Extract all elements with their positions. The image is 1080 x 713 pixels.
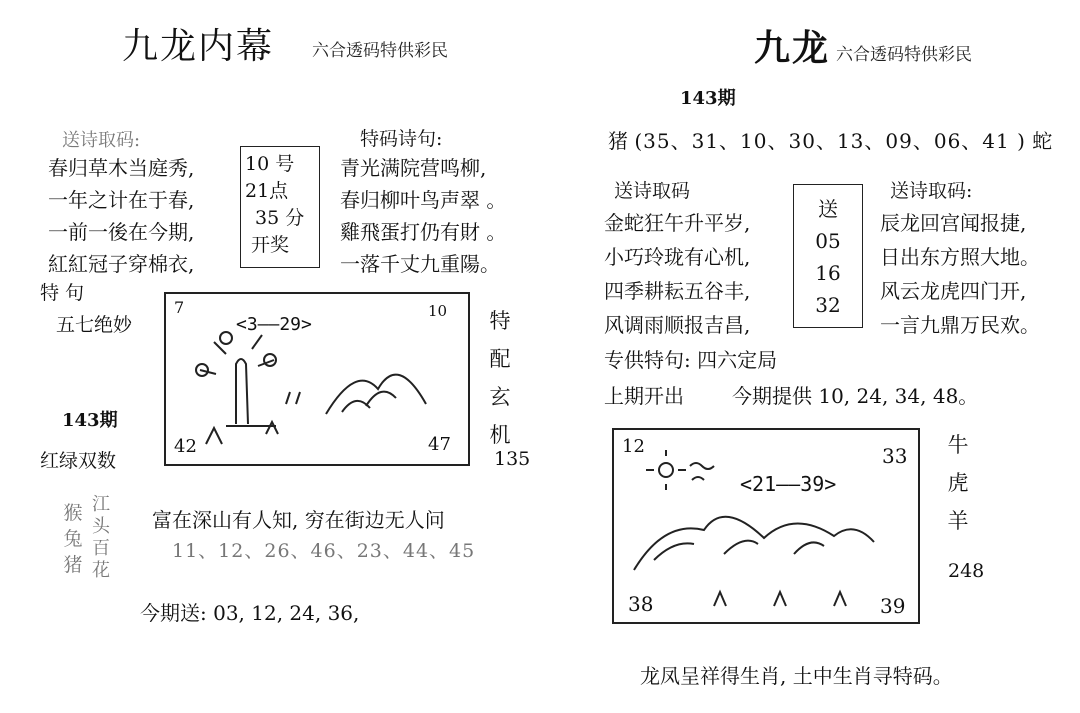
pig-suffix: 蛇 (1032, 129, 1053, 153)
left-sketch-top-left: 7 (174, 298, 185, 317)
right-footer: 龙凤呈祥得生肖, 土中生肖寻特码。 (640, 664, 953, 688)
poem-line: 小巧玲珑有心机, (604, 245, 751, 269)
vertical-char: 机 (489, 423, 511, 447)
left-issue: 143期 (62, 410, 118, 431)
right-poem-right (880, 206, 1040, 342)
poem-line: 春归柳叶鸟声翠 。 (340, 188, 507, 212)
poem-line: 金蛇狂午升平岁, (604, 211, 751, 235)
poem-line: 一年之计在于春, (48, 188, 195, 212)
poem-line: 雞飛蛋打仍有財 。 (340, 220, 507, 244)
send-box-line: 送 (818, 197, 838, 221)
right-side-number: 248 (948, 560, 985, 582)
left-sketch-box (164, 292, 470, 466)
vertical-char: 配 (489, 347, 511, 371)
pig-prefix: 猪 (608, 129, 628, 153)
poem-line: 一落千丈九重陽。 (340, 252, 500, 276)
vertical-char: 玄 (489, 385, 511, 409)
draw-box-line: 21点 (245, 180, 289, 202)
left-poem-left (48, 152, 194, 280)
left-saying: 富在深山有人知, 穷在街边无人问 (152, 508, 445, 532)
right-send-box (793, 184, 863, 328)
left-animals-col2: 江 头 百 花 (92, 494, 110, 581)
right-special-line: 专供特句: 四六定局 (604, 348, 778, 372)
right-sketch-top-right: 33 (882, 444, 908, 468)
poem-line: 风云龙虎四门开, (880, 279, 1027, 303)
left-draw-time-box (240, 146, 320, 268)
right-last-issue-label: 上期开出 (604, 384, 684, 408)
vertical-char: 特 (489, 309, 511, 333)
left-title: 九龙内幕 (122, 26, 275, 67)
right-issue: 143期 (680, 88, 736, 109)
left-numbers-line: 11、12、26、46、23、44、45 (172, 540, 476, 562)
send-box-line: 05 (815, 229, 841, 253)
right-sketch-bottom-right: 39 (880, 594, 906, 618)
left-today-send: 今期送: 03, 12, 24, 36, (140, 601, 360, 625)
left-poem-right (340, 152, 506, 280)
right-subtitle: 六合透码特供彩民 (836, 45, 972, 65)
right-side-vertical (946, 426, 970, 540)
right-poem-label-left: 送诗取码 (614, 180, 691, 202)
poem-line: 青光满院营鸣柳, (340, 156, 487, 180)
poem-line: 四季耕耘五谷丰, (604, 279, 751, 303)
poem-line: 风调雨顺报吉昌, (604, 313, 751, 337)
poem-line: 春归草木当庭秀, (48, 156, 195, 180)
left-special-poem-label: 特码诗句: (360, 128, 443, 150)
poem-line: 辰龙回宫闻报捷, (880, 211, 1027, 235)
right-sketch-drawing (614, 430, 918, 622)
vertical-char: 牛 (947, 433, 969, 457)
left-special-phrase: 五七绝妙 (56, 314, 133, 336)
right-sketch-top-left: 12 (622, 436, 645, 457)
right-today-provide: 今期提供 10, 24, 34, 48。 (732, 384, 979, 408)
left-subtitle: 六合透码特供彩民 (312, 41, 448, 61)
vertical-char: 羊 (947, 509, 969, 533)
left-sketch-top-right: 10 (428, 302, 448, 320)
poem-line: 一前一後在今期, (48, 220, 195, 244)
right-sketch-box (612, 428, 920, 624)
right-title: 九龙 (754, 27, 831, 69)
left-color-hint: 红绿双数 (40, 450, 117, 472)
left-sketch-bottom-left: 42 (174, 436, 197, 457)
vertical-char: 虎 (947, 471, 969, 495)
send-box-line: 16 (815, 261, 841, 285)
right-pig-line (608, 125, 1052, 154)
left-animals-col1: 猴 兔 猪 (63, 502, 83, 576)
left-poem-section-label: 送诗取码: (62, 130, 141, 151)
left-sketch-drawing (166, 294, 468, 464)
pig-numbers: (35、31、10、30、13、09、06、41 ) (634, 129, 1026, 153)
poem-line: 紅紅冠子穿棉衣, (48, 252, 195, 276)
right-sketch-bottom-left: 38 (628, 592, 654, 616)
draw-box-line: 35 分 (255, 207, 305, 229)
left-side-vertical (488, 302, 512, 454)
right-poem-label-right: 送诗取码: (890, 180, 973, 202)
left-sketch-range: <3——29> (236, 314, 312, 335)
draw-box-line: 开奖 (251, 234, 290, 256)
poem-line: 日出东方照大地。 (880, 245, 1040, 269)
send-box-line: 32 (815, 293, 841, 317)
poem-line: 一言九鼎万民欢。 (880, 313, 1040, 337)
left-side-number: 135 (494, 448, 531, 470)
right-poem-left (604, 206, 750, 342)
left-special-phrase-label: 特 句 (40, 282, 85, 304)
draw-box-line: 10 号 (245, 153, 295, 175)
left-sketch-bottom-right: 47 (428, 434, 451, 455)
right-sketch-range: <21——39> (740, 472, 837, 496)
